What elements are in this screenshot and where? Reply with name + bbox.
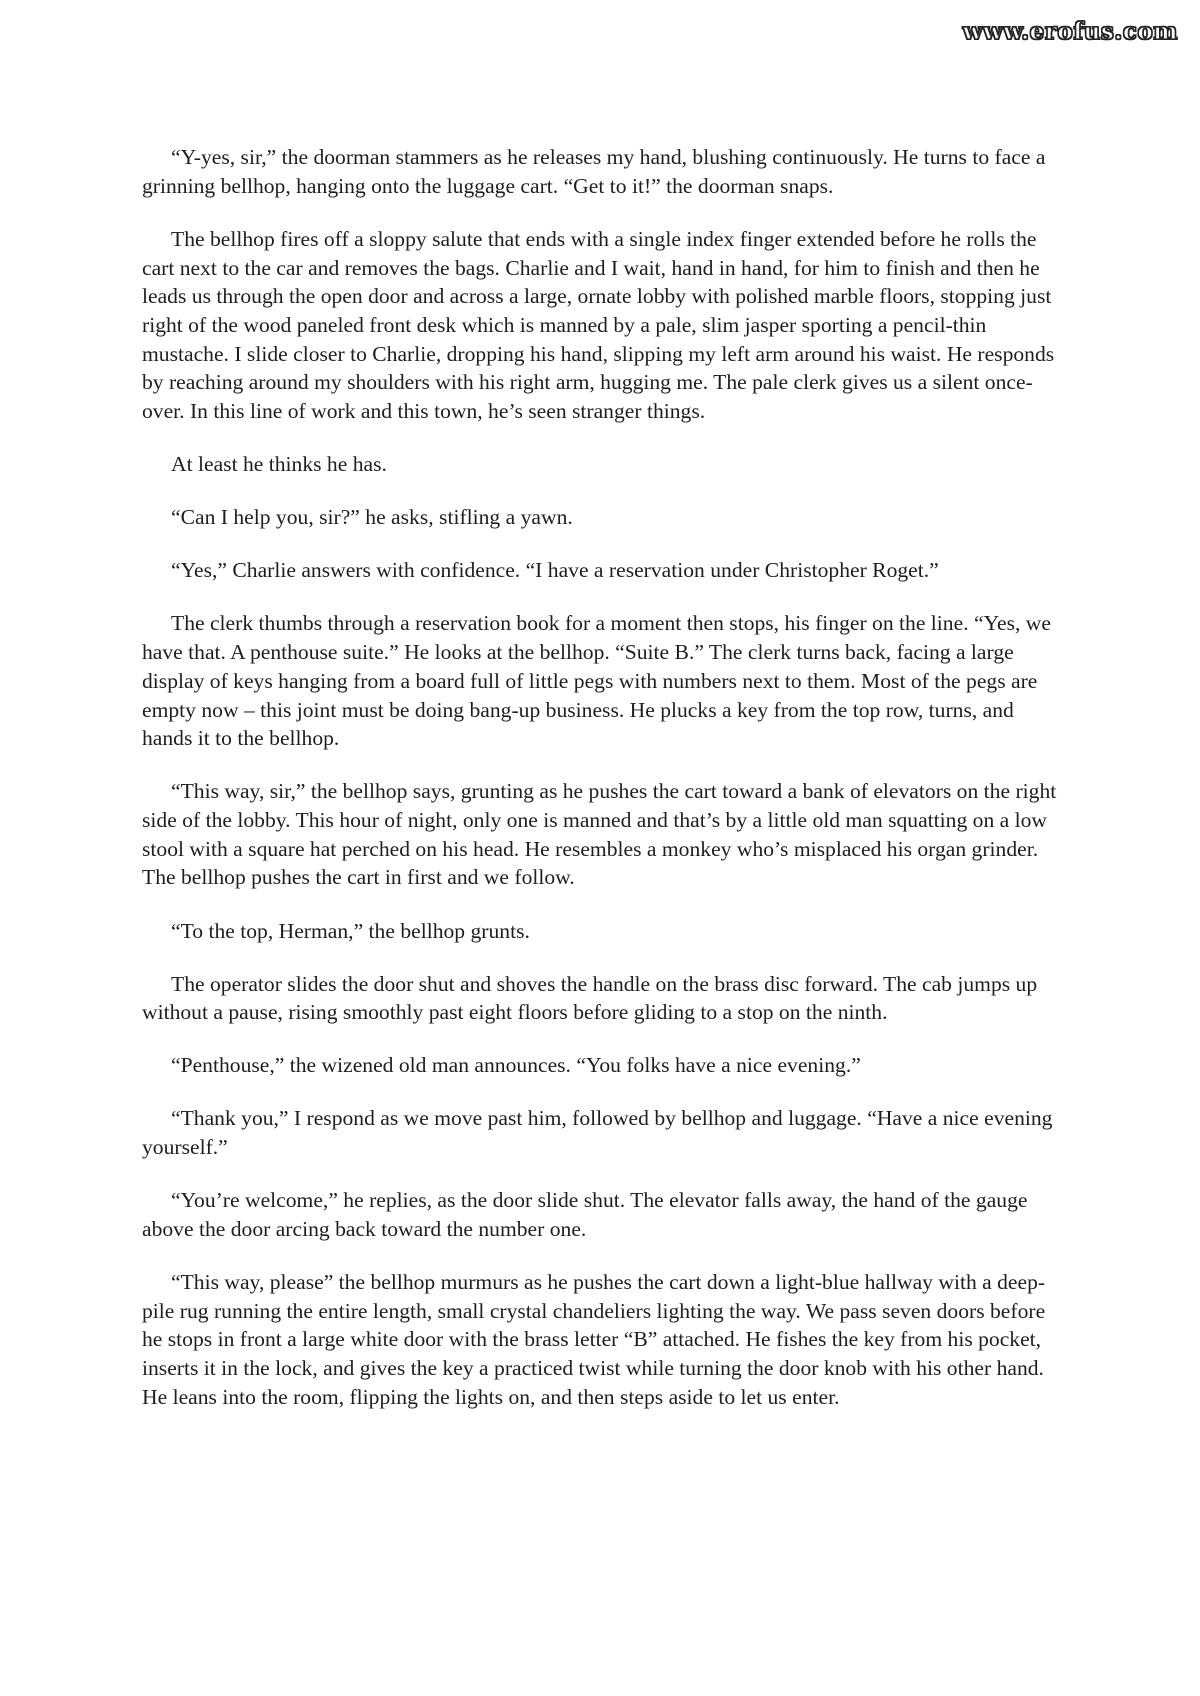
paragraph: “This way, please” the bellhop murmurs as he pushes the cart down a light-blue hallway with a deep-pile rug running the entire length, small crystal chandeliers lighting the way. We pass seven doors before he stops in front a large white door with the brass letter “B” attached. He fishes the key from his pocket, inserts it in the lock, and gives the key a practiced twist while turning the door knob with his other hand. He leans into the room, flipping the lights on, and then steps aside to let us enter.: [142, 1270, 1046, 1409]
paragraph: “Penthouse,” the wizened old man announces. “You folks have a nice evening.”: [171, 1053, 861, 1078]
story-text: [142, 143, 1062, 1436]
paragraph: “You’re welcome,” he replies, as the door slide shut. The elevator falls away, the hand of the gauge above the door arcing back toward the number one.: [142, 1188, 1028, 1241]
paragraph: At least he thinks he has.: [171, 452, 387, 477]
paragraph: “Yes,” Charlie answers with confidence. “I have a reservation under Christopher Roget.”: [171, 558, 939, 583]
paragraph: “This way, sir,” the bellhop says, grunting as he pushes the cart toward a bank of elevators on the right side of the lobby. This hour of night, only one is manned and that’s by a little old man squatting on a low stool with a square hat perched on his head. He resembles a monkey who’s misplaced his organ grinder. The bellhop pushes the cart in first and we follow.: [142, 779, 1057, 890]
paragraph: “To the top, Herman,” the bellhop grunts.: [171, 918, 530, 943]
paragraph: The clerk thumbs through a reservation book for a moment then stops, his finger on the line. “Yes, we have that. A penthouse suite.” He looks at the bellhop. “Suite B.” The clerk turns back, facing a large display of keys hanging from a board full of little pegs with numbers next to them. Most of the pegs are empty now – this joint must be doing bang-up business. He plucks a key from the top row, turns, and hands it to the bellhop.: [142, 611, 1051, 751]
paragraph: The bellhop fires off a sloppy salute that ends with a single index finger extended before he rolls the cart next to the car and removes the bags. Charlie and I wait, hand in hand, for him to finish and then he leads us through the open door and across a large, ornate lobby with polished marble floors, stopping just right of the wood paneled front desk which is manned by a pale, slim jasper sporting a pencil-thin mustache. I slide closer to Charlie, dropping his hand, slipping my left arm around his waist. He responds by reaching around my shoulders with his right arm, hugging me. The pale clerk gives us a silent once-over. In this line of work and this town, he’s seen stranger things.: [142, 226, 1055, 424]
paragraph: “Can I help you, sir?” he asks, stifling a yawn.: [171, 505, 573, 530]
paragraph: “Thank you,” I respond as we move past him, followed by bellhop and luggage. “Have a nice evening yourself.”: [142, 1106, 1053, 1160]
site-watermark: www.erofus.com: [962, 18, 1178, 45]
paragraph: “Y-yes, sir,” the doorman stammers as he releases my hand, blushing continuously. He turns to face a grinning bellhop, hanging onto the luggage cart. “Get to it!” the doorman snaps.: [142, 145, 1046, 198]
paragraph: The operator slides the door shut and shoves the handle on the brass disc forward. The cab jumps up without a pause, rising smoothly past eight floors before gliding to a stop on the ninth.: [142, 971, 1038, 1025]
